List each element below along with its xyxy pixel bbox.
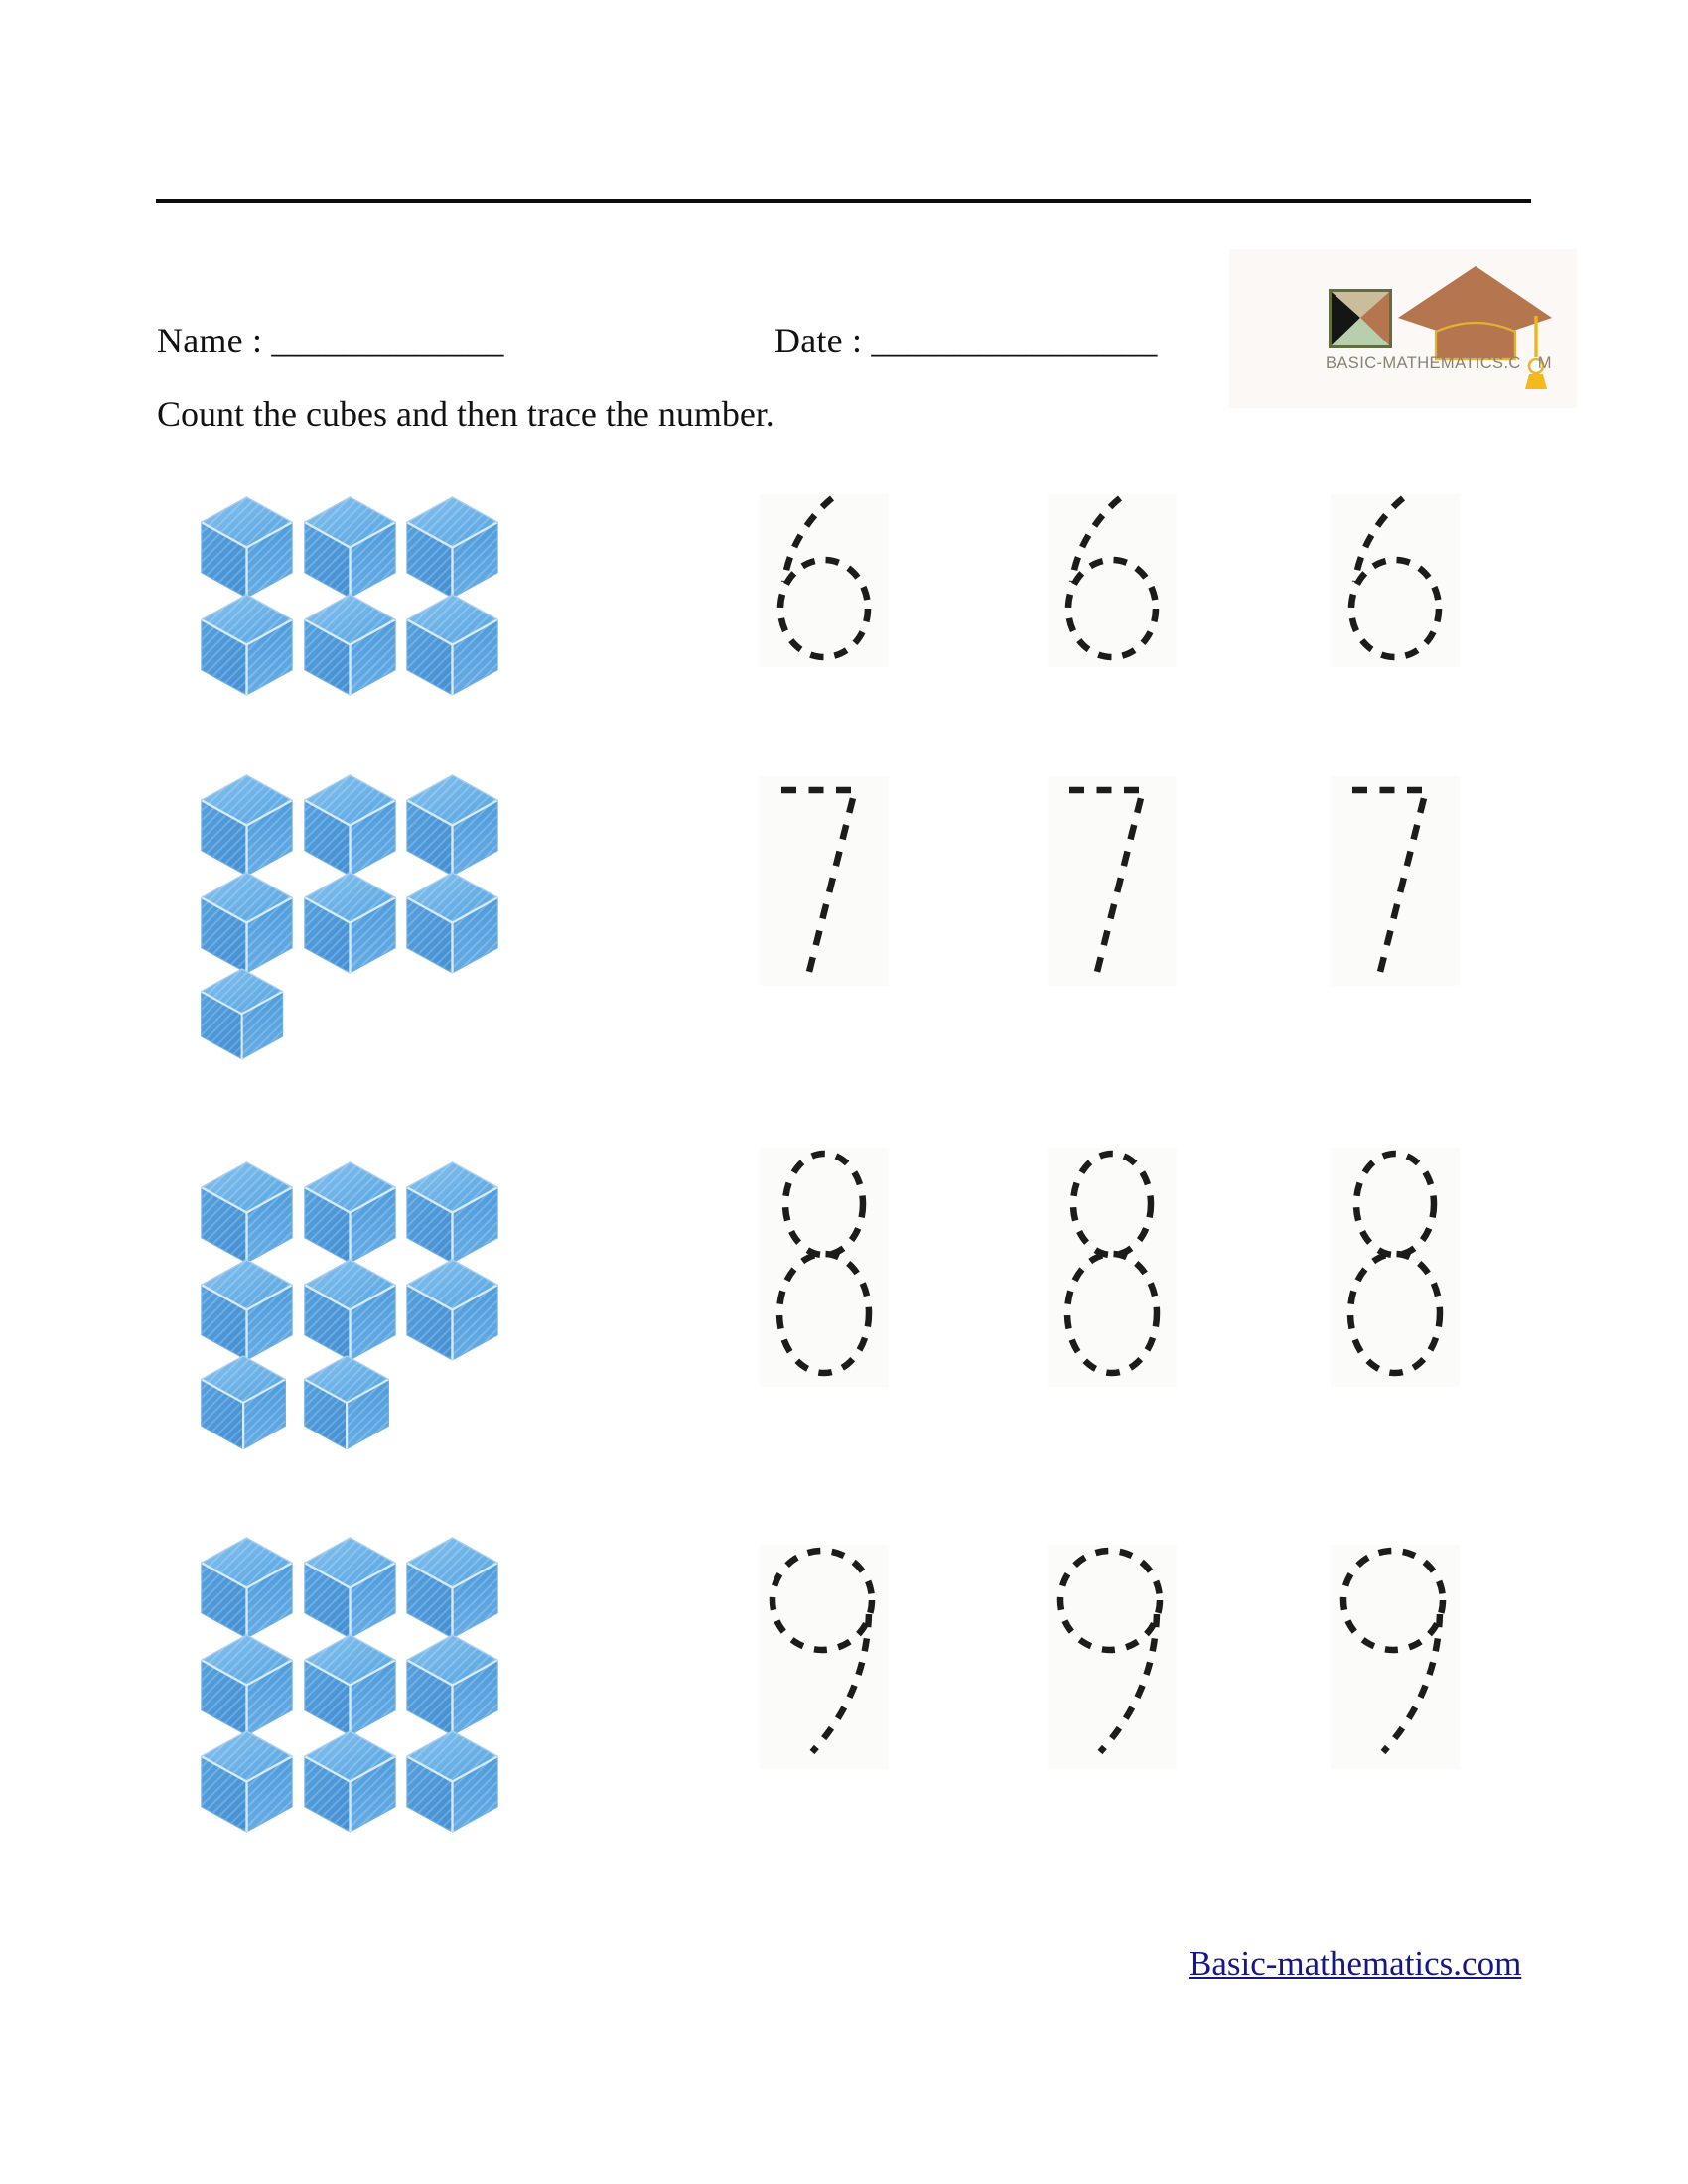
date-blank-line[interactable]: ________________ bbox=[871, 321, 1158, 360]
cube-icon bbox=[404, 1634, 500, 1736]
date-field bbox=[774, 320, 1157, 361]
trace-digit-9-1 bbox=[760, 1545, 889, 1769]
cube-icon bbox=[404, 1537, 500, 1639]
trace-digit-6-3 bbox=[1331, 494, 1460, 667]
cube-icon bbox=[302, 1634, 398, 1736]
trace-digit-8-3 bbox=[1331, 1148, 1460, 1387]
trace-digit-9-3 bbox=[1331, 1545, 1460, 1769]
cube-icon bbox=[199, 774, 295, 877]
cube-icon bbox=[199, 872, 295, 974]
trace-digit-7-2 bbox=[1048, 776, 1177, 986]
cube-icon bbox=[302, 496, 398, 599]
cube-icon bbox=[404, 1161, 500, 1264]
cube-icon bbox=[302, 594, 398, 696]
footer-site-link[interactable]: Basic-mathematics.com bbox=[1189, 1944, 1522, 1982]
trace-digit-6-2 bbox=[1048, 494, 1177, 667]
cube-icon bbox=[302, 1161, 398, 1264]
cube-icon bbox=[302, 1537, 398, 1639]
trace-digit-7-3 bbox=[1331, 776, 1460, 986]
date-label: Date : bbox=[774, 321, 863, 360]
brand-o-gap bbox=[1521, 363, 1538, 364]
cube-icon bbox=[404, 496, 500, 599]
name-label: Name : bbox=[157, 321, 263, 360]
trace-digit-7-1 bbox=[760, 776, 889, 986]
cube-icon bbox=[302, 1259, 398, 1361]
cube-icon bbox=[404, 1730, 500, 1833]
cube-icon bbox=[199, 1259, 295, 1361]
cube-icon bbox=[199, 594, 295, 696]
name-blank-line[interactable]: _____________ bbox=[271, 321, 504, 360]
graduation-cap-icon bbox=[1391, 254, 1562, 395]
instruction-text: Count the cubes and then trace the number. bbox=[157, 394, 774, 434]
top-rule bbox=[156, 199, 1531, 203]
cube-icon bbox=[404, 872, 500, 974]
cube-icon bbox=[199, 968, 285, 1060]
brand-text-before: BASIC-MATHEMATICS.C bbox=[1326, 354, 1521, 372]
trace-digit-8-1 bbox=[760, 1148, 889, 1387]
cube-icon bbox=[199, 1161, 295, 1264]
brand-text bbox=[1326, 354, 1552, 373]
cube-icon bbox=[302, 774, 398, 877]
site-logo bbox=[1229, 249, 1577, 408]
cube-icon bbox=[199, 1537, 295, 1639]
footer bbox=[1189, 1944, 1521, 1983]
trace-digit-6-1 bbox=[760, 494, 889, 667]
trace-digit-9-2 bbox=[1048, 1545, 1177, 1769]
trace-digit-8-2 bbox=[1048, 1148, 1177, 1387]
cube-icon bbox=[302, 872, 398, 974]
cube-icon bbox=[199, 1730, 295, 1833]
cube-icon bbox=[199, 496, 295, 599]
cube-icon bbox=[404, 1259, 500, 1361]
cube-icon bbox=[404, 774, 500, 877]
cube-icon bbox=[199, 1634, 295, 1736]
cube-icon bbox=[302, 1355, 391, 1450]
logo-square-icon bbox=[1329, 289, 1392, 348]
cube-icon bbox=[404, 594, 500, 696]
cube-icon bbox=[302, 1730, 398, 1833]
name-field bbox=[157, 320, 503, 361]
cube-icon bbox=[199, 1355, 288, 1450]
brand-text-after: M bbox=[1537, 354, 1552, 372]
